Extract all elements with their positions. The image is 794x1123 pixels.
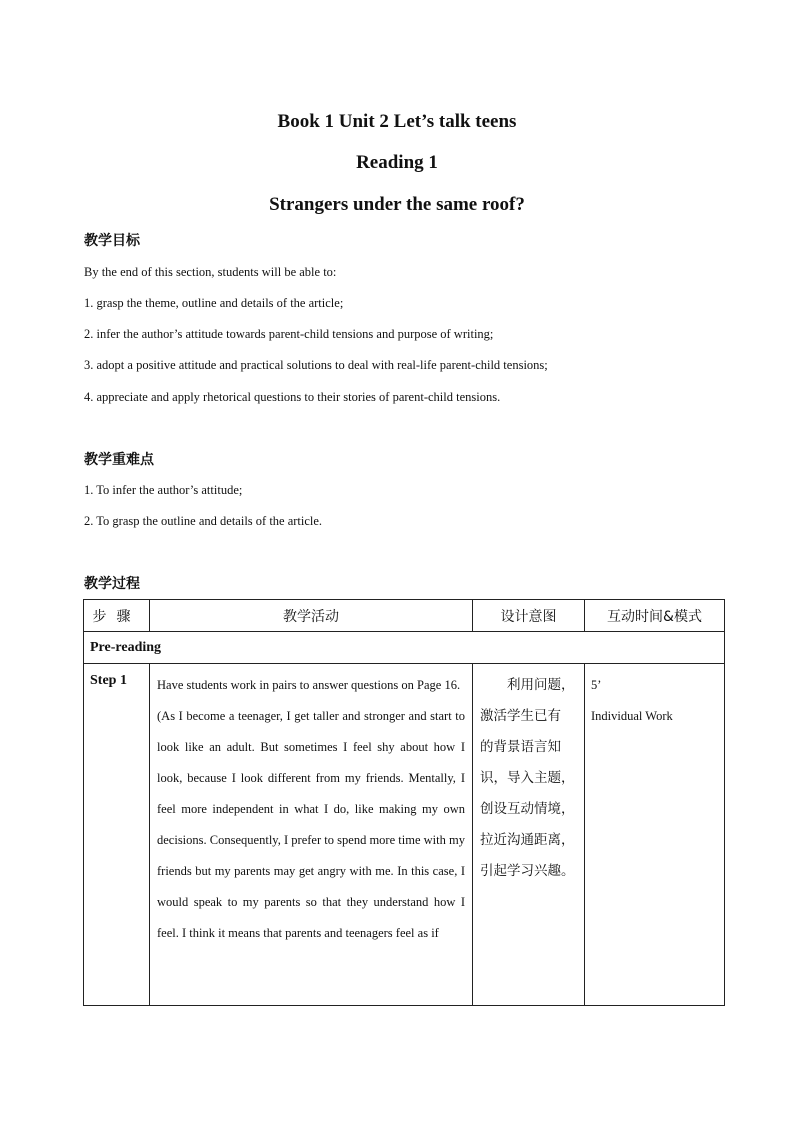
teaching-process-table xyxy=(83,599,725,1006)
key-points-heading: 教学重难点 xyxy=(84,452,154,468)
table-row xyxy=(84,664,725,1006)
intent-line: 引起学习兴趣。 xyxy=(480,863,575,879)
intent-line: 利用问题， xyxy=(507,677,575,693)
mode-value: Individual Work xyxy=(591,709,673,723)
key-point-item: 2. To grasp the outline and details of the article. xyxy=(84,514,323,528)
section-label: Pre-reading xyxy=(84,632,725,664)
column-header-time-mode: 互动时间&模式 xyxy=(585,600,725,632)
intent-line: 激活学生已有 xyxy=(480,708,561,724)
article-title: Strangers under the same roof? xyxy=(269,194,525,215)
objective-item: 2. infer the author’s attitude towards parent-child tensions and purpose of writing; xyxy=(84,327,494,341)
document-title: Book 1 Unit 2 Let’s talk teens xyxy=(277,111,517,132)
activity-sample-answer: (As I become a teenager, I get taller and stronger and start to look like an adult. But sometimes I feel shy about how I look, because I look different from my friends. Mentally, I feel more independent in what I do, like making my own decisions. Consequently, I prefer to spend more time with my friends but my parents may get angry with me. In this case, I would speak to my parents so that they understand how I feel. I think it means that parents and teenagers feel as if xyxy=(157,709,465,940)
activity-text: Have students work in pairs to answer questions on Page 16. xyxy=(157,678,461,692)
intent-line: 识，导入主题， xyxy=(480,770,575,786)
intent-line: 的背景语言知 xyxy=(480,739,561,755)
section-row xyxy=(84,632,725,664)
document-subtitle: Reading 1 xyxy=(356,152,438,173)
objectives-heading: 教学目标 xyxy=(84,233,140,249)
activity-cell xyxy=(150,664,473,1006)
column-header-step: 步骤 xyxy=(84,600,150,632)
step-label: Step 1 xyxy=(90,673,127,688)
objectives-intro: By the end of this section, students will be able to: xyxy=(84,265,337,279)
process-heading: 教学过程 xyxy=(84,576,140,592)
time-mode-cell xyxy=(585,664,725,1006)
intent-line: 拉近沟通距离， xyxy=(480,832,575,848)
objective-item: 1. grasp the theme, outline and details of the article; xyxy=(84,296,344,310)
objective-item: 4. appreciate and apply rhetorical questions to their stories of parent-child tensions. xyxy=(84,390,501,404)
intent-line: 创设互动情境， xyxy=(480,801,575,817)
table-header-row xyxy=(84,600,725,632)
column-header-activity: 教学活动 xyxy=(150,600,473,632)
intent-cell xyxy=(473,664,585,1006)
objective-item: 3. adopt a positive attitude and practical solutions to deal with real-life parent-child tensions; xyxy=(84,358,548,372)
key-point-item: 1. To infer the author’s attitude; xyxy=(84,483,243,497)
column-header-intent: 设计意图 xyxy=(473,600,585,632)
time-value: 5’ xyxy=(591,678,602,692)
step-cell xyxy=(84,664,150,1006)
